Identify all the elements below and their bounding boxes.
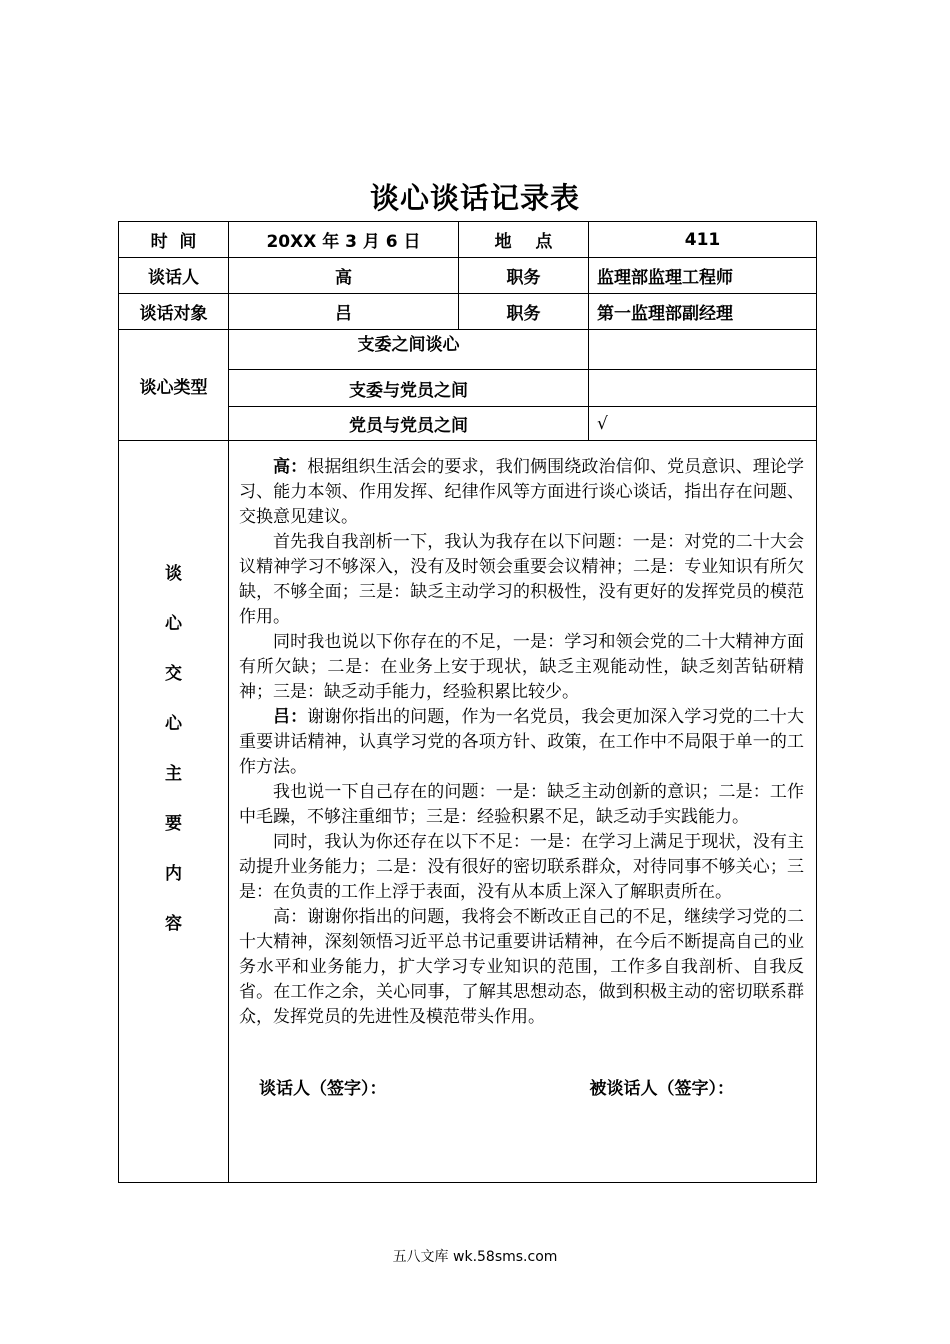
- paragraph-text: 首先我自我剖析一下，我认为我存在以下问题：一是：对党的二十大会议精神学习不够深入，没有及时领会重要会议精神；二是：专业知识有所欠缺，不够全面；三是：缺乏主动学习的积极性，没有更好的发挥党员的模范作用。: [239, 532, 804, 627]
- type-option-mark: [589, 370, 817, 407]
- target-position-value: 第一监理部副经理: [589, 294, 817, 330]
- type-option-name: 支委之间谈心: [229, 330, 589, 370]
- type-label: 谈心类型: [119, 330, 229, 441]
- content-paragraph: [239, 630, 804, 705]
- content-paragraph: [239, 780, 804, 830]
- content-paragraph: [239, 705, 804, 780]
- paragraph-speaker: 高：: [273, 457, 308, 477]
- content-label-char: 交: [165, 664, 182, 684]
- type-option-mark: [589, 330, 817, 370]
- paragraph-text: 谢谢你指出的问题，作为一名党员，我会更加深入学习党的二十大重要讲话精神，认真学习党的各项方针、政策，在工作中不局限于单一的工作方法。: [239, 707, 805, 777]
- paragraph-text: 我也说一下自己存在的问题：一是：缺乏主动创新的意识；二是：工作中毛躁，不够注重细节；三是：经验积累不足，缺乏动手实践能力。: [239, 782, 804, 827]
- page-title: 谈心谈话记录表: [369, 181, 580, 215]
- place-value: 411: [589, 222, 817, 258]
- type-option-name: 党员与党员之间: [229, 407, 589, 441]
- place-label: 地 点: [459, 222, 589, 258]
- paragraph-text: 同时，我认为你还存在以下不足：一是：在学习上满足于现状，没有主动提升业务能力；二是：没有很好的密切联系群众，对待同事不够关心；三是：在负责的工作上浮于表面，没有从本质上深入了解职责所在。: [239, 832, 804, 902]
- type-option-mark: √: [589, 407, 817, 441]
- speaker-label: 谈话人: [119, 258, 229, 294]
- speaker-signature-label: 谈话人（签字）：: [259, 1079, 387, 1099]
- content-label: [119, 441, 229, 1183]
- content-paragraph: [239, 530, 804, 630]
- content-paragraph: [239, 830, 804, 905]
- content-label-char: 主: [165, 764, 182, 784]
- content-label-char: 要: [165, 814, 182, 834]
- content-label-char: 心: [165, 714, 182, 734]
- signature-row: [239, 1074, 804, 1099]
- time-value: 20XX 年 3 月 6 日: [229, 222, 459, 258]
- footer-watermark: 五八文库 wk.58sms.com: [392, 1249, 558, 1265]
- paragraph-speaker: 吕：: [273, 707, 308, 727]
- speaker-position-value: 监理部监理工程师: [589, 258, 817, 294]
- content-label-char: 内: [165, 864, 182, 884]
- time-label: 时 间: [119, 222, 229, 258]
- speaker-value: 高: [229, 258, 459, 294]
- record-table: [118, 221, 817, 1183]
- paragraph-text: 根据组织生活会的要求，我们俩围绕政治信仰、党员意识、理论学习、能力本领、作用发挥、纪律作风等方面进行谈心谈话，指出存在问题、交换意见建议。: [239, 457, 805, 527]
- content-label-char: 谈: [165, 564, 182, 584]
- speaker-position-label: 职务: [459, 258, 589, 294]
- target-position-label: 职务: [459, 294, 589, 330]
- content-label-char: 心: [165, 614, 182, 634]
- type-option-name: 支委与党员之间: [229, 370, 589, 407]
- target-value: 吕: [229, 294, 459, 330]
- target-signature-label: 被谈话人（签字）：: [589, 1079, 734, 1099]
- content-paragraph: [239, 455, 804, 530]
- paragraph-text: 同时我也说以下你存在的不足，一是：学习和领会党的二十大精神方面有所欠缺；二是：在业务上安于现状，缺乏主观能动性，缺乏刻苦钻研精神；三是：缺乏动手能力，经验积累比较少。: [239, 632, 804, 702]
- content-paragraph: [239, 905, 804, 1030]
- content-label-char: 容: [165, 914, 182, 934]
- content-body: [229, 441, 817, 1183]
- paragraph-text: 高：谢谢你指出的问题，我将会不断改正自己的不足，继续学习党的二十大精神，深刻领悟习近平总书记重要讲话精神，在今后不断提高自己的业务水平和业务能力，扩大学习专业知识的范围，工作多自我剖析、自我反省。在工作之余，关心同事，了解其思想动态，做到积极主动的密切联系群众，发挥党员的先进性及模范带头作用。: [239, 907, 804, 1027]
- target-label: 谈话对象: [119, 294, 229, 330]
